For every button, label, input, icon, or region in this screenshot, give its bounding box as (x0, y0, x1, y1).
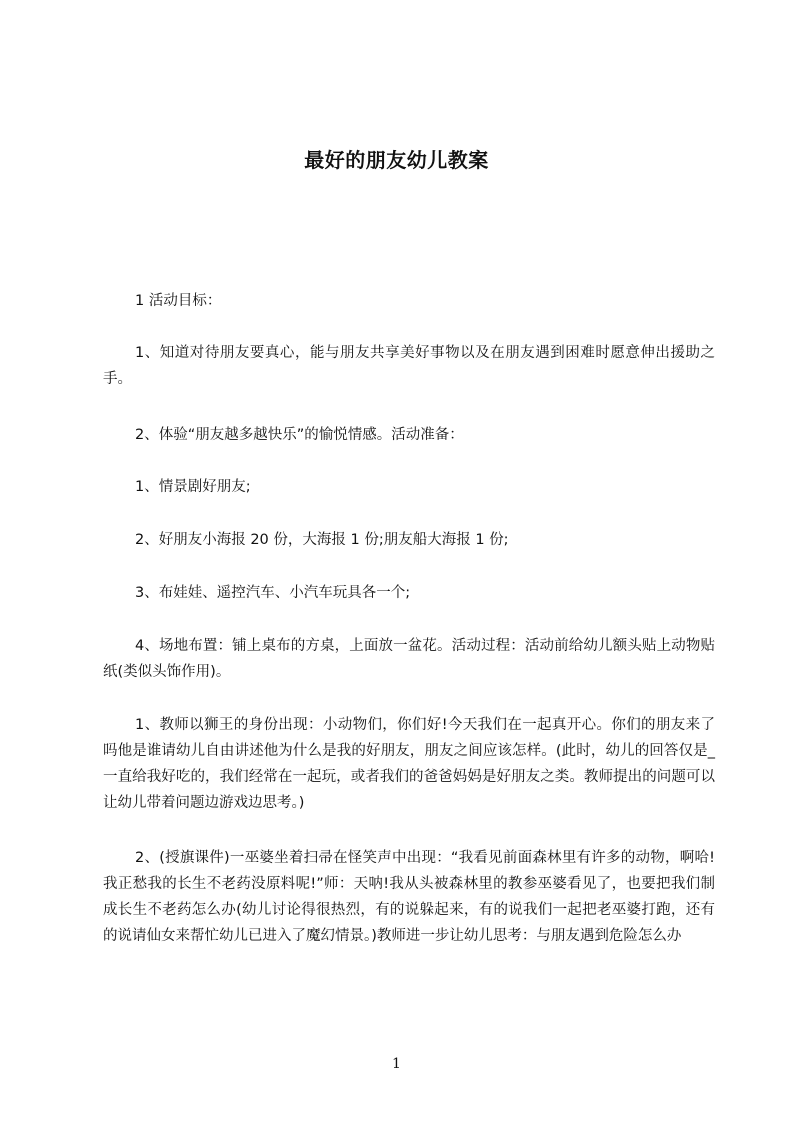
paragraph-prep-2: 2、好朋友小海报 20 份，大海报 1 份;朋友船大海报 1 份; (135, 532, 509, 548)
paragraph-prep-1: 1、情景剧好朋友; (135, 479, 251, 495)
page-number: 1 (392, 1056, 401, 1072)
paragraph-prep-4: 4、场地布置：铺上桌布的方桌，上面放一盆花。活动过程：活动前给幼儿额头贴上动物贴纸(类似头饰作用)。 (103, 638, 715, 680)
paragraph-goal-heading: 1 活动目标： (135, 293, 222, 309)
paragraph-goal-2: 2、体验“朋友越多越快乐”的愉悦情感。活动准备： (135, 427, 464, 443)
paragraph-prep-3: 3、布娃娃、遥控汽车、小汽车玩具各一个; (135, 585, 411, 601)
paragraph-goal-1: 1、知道对待朋友要真心，能与朋友共享美好事物以及在朋友遇到困难时愿意伸出援助之手。 (103, 345, 715, 387)
document-title: 最好的朋友幼儿教案 (304, 148, 489, 172)
paragraph-process-1: 1、教师以狮王的身份出现：小动物们，你们好!今天我们在一起真开心。你们的朋友来了吗他是谁请幼儿自由讲述他为什么是我的好朋友，朋友之间应该怎样。(此时，幼儿的回答仅是_一直给我好吃的，我们经常在一起玩，或者我们的爸爸妈妈是好朋友之类。教师提出的问题可以让幼儿带着问题边游戏边思考。) (103, 717, 715, 811)
paragraph-process-2: 2、(授旗课件)一巫婆坐着扫帚在怪笑声中出现：“我看见前面森林里有许多的动物，啊哈!我正愁我的长生不老药没原料呢!”师：天呐!我从头被森林里的教参巫婆看见了，也要把我们制成长生不老药怎么办(幼儿讨论得很热烈，有的说躲起来，有的说我们一起把老巫婆打跑，还有的说请仙女来帮忙幼儿已进入了魔幻情景。)教师进一步让幼儿思考：与朋友遇到危险怎么办 (103, 850, 715, 944)
